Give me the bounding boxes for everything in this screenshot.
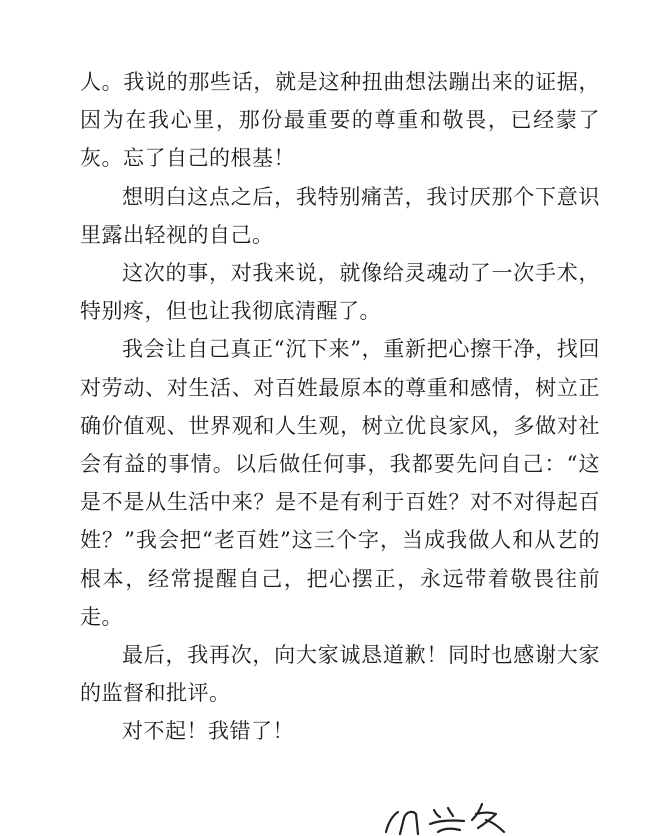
letter-body	[80, 63, 600, 751]
signature-strokes	[378, 790, 528, 836]
paragraph-3: 这次的事，对我来说，就像给灵魂动了一次手术，特别疼，但也让我彻底清醒了。	[80, 261, 600, 324]
paragraph-6: 对不起！我错了！	[122, 719, 294, 744]
paragraph-1: 人。我说的那些话，就是这种扭曲想法蹦出来的证据，因为在我心里，那份最重要的尊重和敬畏，已经蒙了灰。忘了自己的根基！	[80, 70, 600, 171]
paragraph-4: 我会让自己真正“沉下来”，重新把心擦干净，找回对劳动、对生活、对百姓最原本的尊重和感情，树立正确价值观、世界观和人生观，树立优良家风，多做对社会有益的事情。以后做任何事，我都要先问自己：“这是不是从生活中来？是不是有利于百姓？对不对得起百姓？”我会把“老百姓”这三个字，当成我做人和从艺的根本，经常提醒自己，把心摆正，永远带着敬畏往前走。	[80, 337, 600, 629]
handwritten-signature	[378, 790, 528, 836]
paragraph-5: 最后，我再次，向大家诚恳道歉！同时也感谢大家的监督和批评。	[80, 643, 600, 706]
paragraph-2: 想明白这点之后，我特别痛苦，我讨厌那个下意识里露出轻视的自己。	[80, 184, 600, 247]
